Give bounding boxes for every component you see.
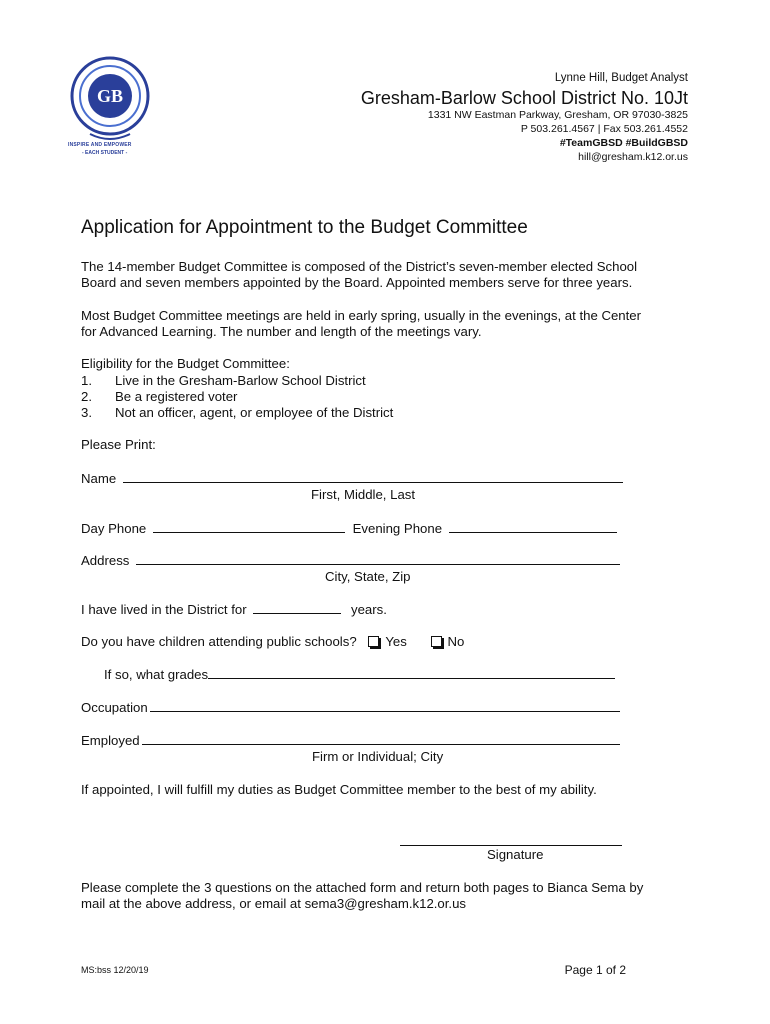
meetings-paragraph-line-1: Most Budget Committee meetings are held in early spring, usually in the evenings, at the Center	[81, 308, 642, 323]
day-phone-label: Day Phone	[81, 521, 147, 536]
district-hashtags: #TeamGBSD #BuildGBSD	[559, 137, 688, 149]
residency-suffix: years.	[351, 602, 387, 617]
logo-tagline-2: - EACH STUDENT -	[82, 150, 128, 156]
signature-line[interactable]	[400, 845, 622, 846]
address-hint: City, State, Zip	[325, 569, 411, 584]
address-label: Address	[81, 553, 130, 568]
name-hint: First, Middle, Last	[311, 487, 416, 502]
eligibility-heading: Eligibility for the Budget Committee:	[81, 356, 290, 371]
eligibility-item	[81, 389, 237, 405]
meetings-paragraph-line-2: for Advanced Learning. The number and length of the meetings vary.	[81, 324, 482, 339]
intro-paragraph-line-2: Board and seven members appointed by the Board. Appointed members serve for three years.	[81, 275, 633, 290]
analyst-name: Lynne Hill, Budget Analyst	[554, 72, 688, 84]
employed-hint: Firm or Individual; City	[312, 749, 444, 764]
employed-row	[81, 732, 620, 749]
name-label: Name	[81, 471, 117, 486]
phone-row	[81, 520, 617, 537]
grades-input-line[interactable]	[208, 666, 615, 679]
residency-row	[81, 601, 387, 618]
yes-checkbox[interactable]	[368, 636, 379, 647]
children-question: Do you have children attending public schools?	[81, 634, 357, 649]
eligibility-item-text: Live in the Gresham-Barlow School District	[115, 373, 366, 388]
district-name: Gresham-Barlow School District No. 10Jt	[360, 88, 688, 108]
district-address: 1331 NW Eastman Parkway, Gresham, OR 97030-3825	[427, 109, 688, 121]
occupation-input-line[interactable]	[150, 699, 620, 712]
occupation-label: Occupation	[81, 700, 148, 715]
no-option[interactable]	[431, 634, 465, 649]
employed-input-line[interactable]	[142, 732, 620, 745]
yes-option[interactable]	[368, 634, 407, 649]
page-number: Page 1 of 2	[564, 963, 626, 977]
grades-row	[104, 666, 615, 683]
name-row	[81, 470, 623, 487]
residency-label: I have lived in the District for	[81, 602, 247, 617]
employed-label: Employed	[81, 733, 140, 748]
intro-paragraph-line-1: The 14-member Budget Committee is composed of the District’s seven-member elected School	[81, 259, 638, 274]
address-row	[81, 552, 620, 569]
residency-years-input-line[interactable]	[253, 601, 341, 614]
address-input-line[interactable]	[136, 552, 620, 565]
no-checkbox[interactable]	[431, 636, 442, 647]
eligibility-item-number: 1.	[81, 373, 92, 388]
svg-text:GB: GB	[96, 86, 124, 106]
eligibility-item-number: 3.	[81, 405, 92, 420]
yes-label: Yes	[385, 634, 407, 649]
eligibility-item-number: 2.	[81, 389, 92, 404]
no-label: No	[447, 634, 465, 649]
logo-tagline-1: INSPIRE AND EMPOWER	[68, 142, 132, 148]
closing-line-2: mail at the above address, or email at sema3@gresham.k12.or.us	[81, 896, 467, 911]
footer-code: MS:bss 12/20/19	[81, 965, 149, 975]
name-input-line[interactable]	[123, 470, 623, 483]
district-phone-fax: P 503.261.4567 | Fax 503.261.4552	[520, 123, 688, 135]
pledge-text: If appointed, I will fulfill my duties as Budget Committee member to the best of my ability.	[81, 782, 597, 797]
closing-line-1: Please complete the 3 questions on the attached form and return both pages to Bianca Sema by	[81, 880, 644, 895]
eligibility-item	[81, 405, 393, 421]
evening-phone-input-line[interactable]	[449, 520, 617, 533]
children-row	[81, 634, 464, 650]
evening-phone-label: Evening Phone	[352, 521, 443, 536]
eligibility-item-text: Not an officer, agent, or employee of the District	[115, 405, 394, 420]
please-print-label: Please Print:	[81, 437, 156, 452]
signature-label: Signature	[487, 847, 544, 862]
page-title: Application for Appointment to the Budget Committee	[81, 217, 528, 238]
analyst-email: hill@gresham.k12.or.us	[578, 151, 688, 163]
eligibility-item-text: Be a registered voter	[115, 389, 238, 404]
occupation-row	[81, 699, 620, 716]
district-logo	[70, 54, 150, 160]
eligibility-item	[81, 373, 366, 389]
day-phone-input-line[interactable]	[153, 520, 345, 533]
grades-label: If so, what grades	[104, 667, 209, 682]
